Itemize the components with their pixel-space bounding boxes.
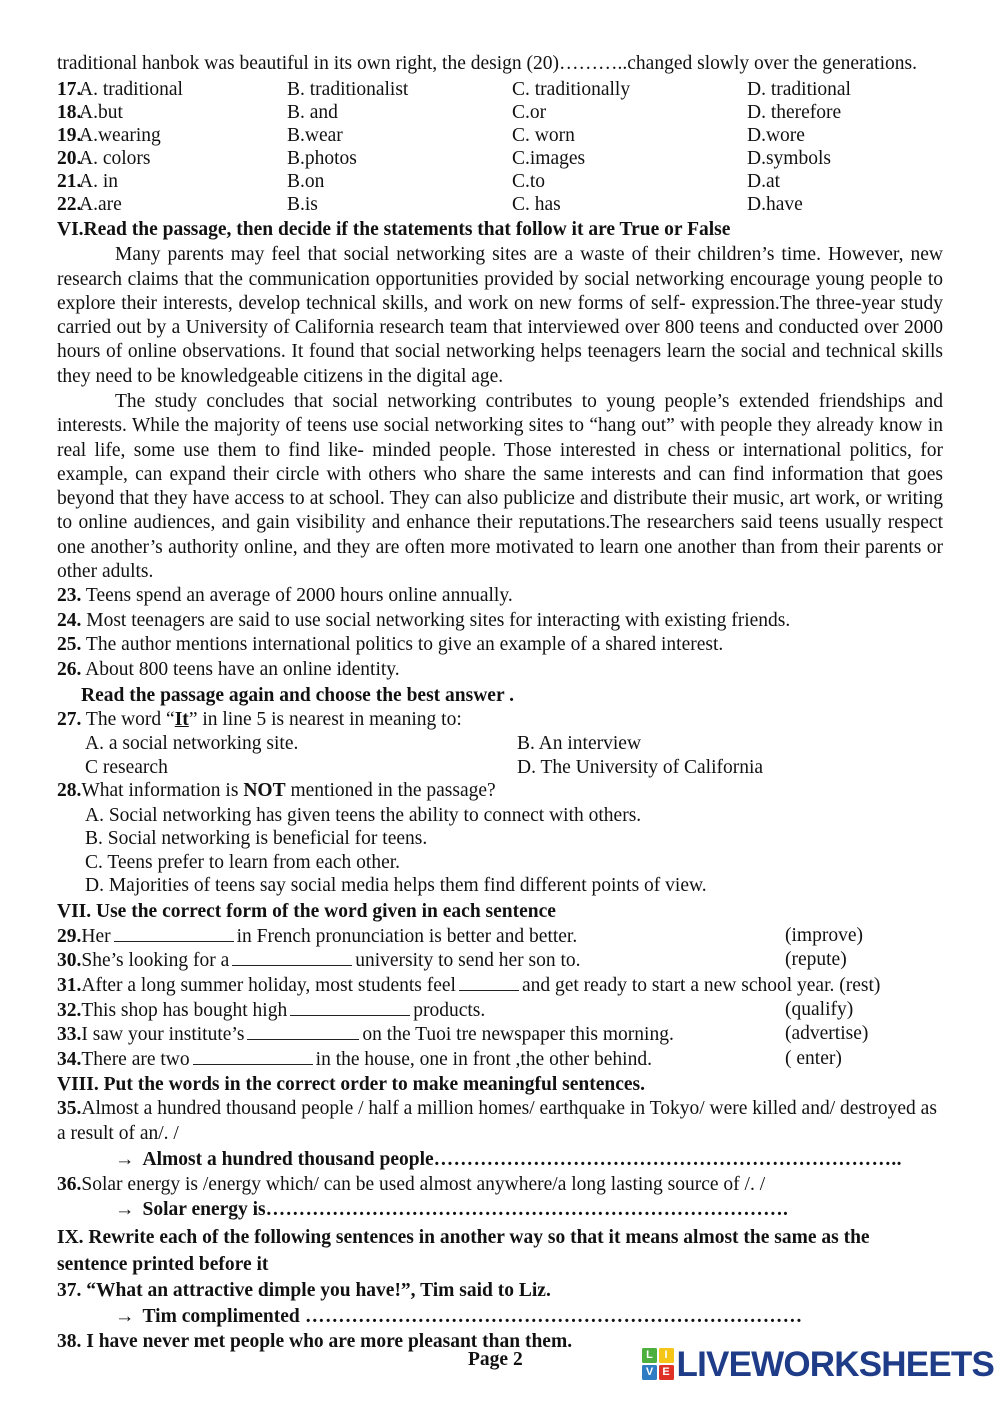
mcq-number: 22. xyxy=(57,194,82,216)
word-form-sentence xyxy=(57,926,577,947)
sub-heading-choose-best-answer: Read the passage again and choose the best answer . xyxy=(81,684,514,706)
question-27-options-row-1 xyxy=(57,732,943,756)
question-28-stem xyxy=(57,779,943,803)
mcq-number: 17. xyxy=(57,79,82,101)
q27-option-a[interactable]: A. a social networking site. xyxy=(85,733,299,755)
true-false-statement[interactable] xyxy=(57,609,943,633)
reading-passage-paragraph-1: Many parents may feel that social networking sites are a waste of their children’s time. However, new research claims that the communication opportunities provided by social networking encourage young people to explore their interests, develop technical skills, and work on new forms of self- expression.The three-year study carried out by a University of California research team that interviewed over 800 teens and conducted over 2000 hours of online observations. It found that social networking helps teenagers learn the social and technical skills they need to be knowledgeable citizens in the digital age. xyxy=(57,244,943,387)
item-text-post: in the house, one in front ,the other behind. xyxy=(315,1048,652,1070)
item-text-pre: After a long summer holiday, most students feel xyxy=(81,974,456,996)
word-form-item[interactable] xyxy=(57,948,943,973)
page-number-label: Page 2 xyxy=(468,1349,523,1370)
mcq-number: 19. xyxy=(57,125,82,147)
mcq-option-d[interactable]: D.at xyxy=(747,171,781,193)
statement-number: 23. xyxy=(57,585,82,607)
item-text-post: and get ready to start a new school year. xyxy=(521,974,835,996)
answer-dots[interactable]: ………………………………………………………………… xyxy=(299,1305,803,1327)
item-text-pre: She’s looking for a xyxy=(81,950,230,972)
mcq-option-c[interactable]: C.images xyxy=(512,148,586,170)
word-form-sentence xyxy=(57,1024,674,1045)
word-hint: (advertise) xyxy=(785,1023,869,1045)
statement-number: 25. xyxy=(57,634,82,656)
answer-start-text: Solar energy is xyxy=(142,1199,266,1221)
word-form-sentence xyxy=(57,975,834,996)
statement-text: About 800 teens have an online identity. xyxy=(85,658,400,680)
word-form-item[interactable] xyxy=(57,1047,943,1072)
mcq-option-c[interactable]: C.or xyxy=(512,102,547,124)
word-hint: (repute) xyxy=(785,949,847,971)
mcq-option-b[interactable]: B.wear xyxy=(287,125,343,147)
word-form-item[interactable] xyxy=(57,973,943,998)
answer-dots[interactable]: ……………………………………………………………………. xyxy=(265,1199,789,1221)
question-keyword: It xyxy=(174,708,189,730)
table-row[interactable] xyxy=(57,78,943,101)
mcq-option-c[interactable]: C. traditionally xyxy=(512,79,631,101)
table-row[interactable] xyxy=(57,147,943,170)
word-form-item[interactable] xyxy=(57,924,943,949)
answer-blank[interactable] xyxy=(459,973,519,991)
mcq-number: 18. xyxy=(57,102,82,124)
answer-blank[interactable] xyxy=(290,998,410,1016)
q27-option-c[interactable]: C research xyxy=(85,756,168,778)
answer-blank[interactable] xyxy=(232,948,352,966)
item-text-post: products. xyxy=(413,999,486,1021)
true-false-statement[interactable] xyxy=(57,584,943,608)
rewrite-answer-line-37[interactable] xyxy=(57,1304,943,1330)
word-hint: ( enter) xyxy=(785,1047,842,1069)
mcq-option-a[interactable]: A. colors xyxy=(79,148,151,170)
word-hint: (qualify) xyxy=(785,998,854,1020)
rewrite-item-37 xyxy=(57,1279,943,1304)
mcq-number: 21. xyxy=(57,171,82,193)
item-text-post: on the Tuoi tre newspaper this morning. xyxy=(362,1024,674,1046)
q27-option-d[interactable]: D. The University of California xyxy=(517,756,764,778)
answer-start-text: Almost a hundred thousand people xyxy=(142,1148,434,1170)
mcq-number: 20. xyxy=(57,148,82,170)
statement-text: The author mentions international politics to give an example of a shared interest. xyxy=(85,634,724,656)
item-prompt: Solar energy is /energy which/ can be used almost anywhere/a long lasting source of /. / xyxy=(81,1173,766,1195)
arrow-icon: → xyxy=(115,1148,135,1170)
item-text-post: in French pronunciation is better and better. xyxy=(236,925,578,947)
question-number: 27. xyxy=(57,708,82,730)
word-form-sentence xyxy=(57,1049,652,1070)
item-number: 38. xyxy=(57,1330,82,1352)
mcq-options-table xyxy=(57,78,943,216)
item-text-pre: Her xyxy=(81,925,111,947)
item-text-post: university to send her son to. xyxy=(355,950,581,972)
word-form-item[interactable] xyxy=(57,998,943,1023)
answer-blank[interactable] xyxy=(193,1047,313,1065)
mcq-option-c[interactable]: C.to xyxy=(512,171,546,193)
mcq-option-a[interactable]: A. traditional xyxy=(79,79,183,101)
word-form-sentence xyxy=(57,1000,485,1021)
section-heading-viii: VIII. Put the words in the correct order to make meaningful sentences. xyxy=(57,1074,645,1096)
true-false-statement[interactable] xyxy=(57,633,943,657)
item-text-pre: There are two xyxy=(81,1048,190,1070)
item-number: 34. xyxy=(57,1048,82,1070)
mcq-option-d[interactable]: D.symbols xyxy=(747,148,831,170)
item-number: 37. xyxy=(57,1280,82,1302)
q28-option-a[interactable]: A. Social networking has given teens the ability to connect with others. xyxy=(85,804,642,826)
logo-wordmark: LIVEWORKSHEETS xyxy=(676,1344,994,1384)
reorder-answer-line-35[interactable] xyxy=(57,1147,943,1173)
mcq-option-b[interactable]: B.on xyxy=(287,171,325,193)
answer-blank[interactable] xyxy=(114,924,234,942)
statement-text: Most teenagers are said to use social networking sites for interacting with existing friends. xyxy=(86,609,791,631)
section-heading-vii: VII. Use the correct form of the word given in each sentence xyxy=(57,900,556,922)
mcq-option-a[interactable]: A.are xyxy=(79,194,122,216)
question-stem-post: ” in line 5 is nearest in meaning to: xyxy=(188,708,462,730)
item-number: 35. xyxy=(57,1098,82,1120)
answer-dots[interactable]: …………………………………………………………….. xyxy=(433,1148,902,1170)
question-27-options-row-2 xyxy=(57,756,943,780)
statement-number: 26. xyxy=(57,658,82,680)
logo-tile-i: I xyxy=(659,1348,674,1363)
table-row[interactable] xyxy=(57,124,943,147)
answer-blank[interactable] xyxy=(247,1022,359,1040)
arrow-icon: → xyxy=(115,1199,135,1221)
logo-tiles-grid xyxy=(642,1348,674,1380)
item-number: 31. xyxy=(57,974,82,996)
mcq-option-b[interactable]: B.photos xyxy=(287,148,357,170)
section-heading-vi: VI.Read the passage, then decide if the statements that follow it are True or False xyxy=(57,219,731,241)
table-row[interactable] xyxy=(57,170,943,193)
mcq-option-a[interactable]: A.wearing xyxy=(79,125,161,147)
statement-text: Teens spend an average of 2000 hours online annually. xyxy=(85,585,513,607)
question-27-stem xyxy=(57,708,943,732)
item-text-pre: This shop has bought high xyxy=(81,999,288,1021)
item-prompt: Almost a hundred thousand people / half a million homes/ earthquake in Tokyo/ were killed and/ destroyed as a result of an/. / xyxy=(57,1098,937,1144)
item-text-pre: I saw your institute’s xyxy=(81,1024,245,1046)
question-stem-pre: What information is xyxy=(81,780,244,802)
item-number: 30. xyxy=(57,950,82,972)
cloze-tail-text: traditional hanbok was beautiful in its own right, the design (20)………..changed slowly over the generations. xyxy=(57,53,917,74)
question-stem-pre: The word “ xyxy=(85,708,175,730)
mcq-option-c[interactable]: C. has xyxy=(512,194,561,216)
q28-option-c[interactable]: C. Teens prefer to learn from each other. xyxy=(85,851,401,873)
mcq-option-d[interactable]: D. traditional xyxy=(747,79,851,101)
logo-tile-v: V xyxy=(642,1365,657,1380)
section-heading-ix: IX. Rewrite each of the following sentences in another way so that it means almost the same as the sentence printed before it xyxy=(57,1227,870,1275)
statement-number: 24. xyxy=(57,609,82,631)
mcq-option-a[interactable]: A. in xyxy=(79,171,118,193)
logo-tile-l: L xyxy=(642,1348,657,1363)
logo-tile-e: E xyxy=(659,1365,674,1380)
item-number: 36. xyxy=(57,1173,82,1195)
question-number: 28. xyxy=(57,780,82,802)
mcq-option-d[interactable]: D.have xyxy=(747,194,803,216)
mcq-option-b[interactable]: B.is xyxy=(287,194,318,216)
answer-start-text: Tim complimented xyxy=(142,1305,300,1327)
mcq-option-a[interactable]: A.but xyxy=(79,102,123,124)
reading-passage-paragraph-2: The study concludes that social networking contributes to young people’s extended friendships and interests. While the majority of teens use social networking sites to “hang out” with people they already know in real life, some use them to find like- minded people. Those interested in chess or international politics, for example, can expand their circle with others who share the same interests and can find information that goes beyond that they have access to at school. They can also publicize and distribute their music, art work, or writing to online audiences, and gain visibility and enhance their reputations.The researchers said teens usually respect one another’s authority online, and they are often more motivated to learn one another than from their parents or other adults. xyxy=(57,390,943,583)
word-hint: (improve) xyxy=(785,924,863,946)
item-prompt: I have never met people who are more pleasant than them. xyxy=(86,1330,573,1352)
question-stem-post: mentioned in the passage? xyxy=(285,780,496,802)
mcq-option-d[interactable]: D. therefore xyxy=(747,102,842,124)
word-hint: (rest) xyxy=(839,974,881,996)
q28-option-d[interactable]: D. Majorities of teens say social media helps them find different points of view. xyxy=(85,875,707,897)
mcq-option-d[interactable]: D.wore xyxy=(747,125,805,147)
table-row[interactable] xyxy=(57,193,943,216)
word-form-sentence xyxy=(57,950,581,971)
item-prompt: “What an attractive dimple you have!”, Tim said to Liz. xyxy=(86,1280,551,1302)
q27-option-b[interactable]: B. An interview xyxy=(517,733,642,755)
item-number: 33. xyxy=(57,1024,82,1046)
arrow-icon: → xyxy=(115,1305,135,1327)
mcq-table-body xyxy=(57,78,943,216)
item-number: 29. xyxy=(57,925,82,947)
mcq-option-c[interactable]: C. worn xyxy=(512,125,575,147)
true-false-statement[interactable] xyxy=(57,658,943,682)
page-footer xyxy=(0,1341,1000,1399)
item-number: 32. xyxy=(57,999,82,1021)
reorder-item-35 xyxy=(57,1097,943,1146)
mcq-option-b[interactable]: B. and xyxy=(287,102,338,124)
word-form-item[interactable] xyxy=(57,1022,943,1047)
liveworksheets-logo[interactable] xyxy=(642,1341,994,1387)
table-row[interactable] xyxy=(57,101,943,124)
mcq-option-b[interactable]: B. traditionalist xyxy=(287,79,409,101)
reorder-answer-line-36[interactable] xyxy=(57,1197,943,1223)
question-stem-emphasis: NOT xyxy=(243,780,286,802)
reorder-item-36 xyxy=(57,1173,943,1198)
q28-option-b[interactable]: B. Social networking is beneficial for teens. xyxy=(85,828,428,850)
